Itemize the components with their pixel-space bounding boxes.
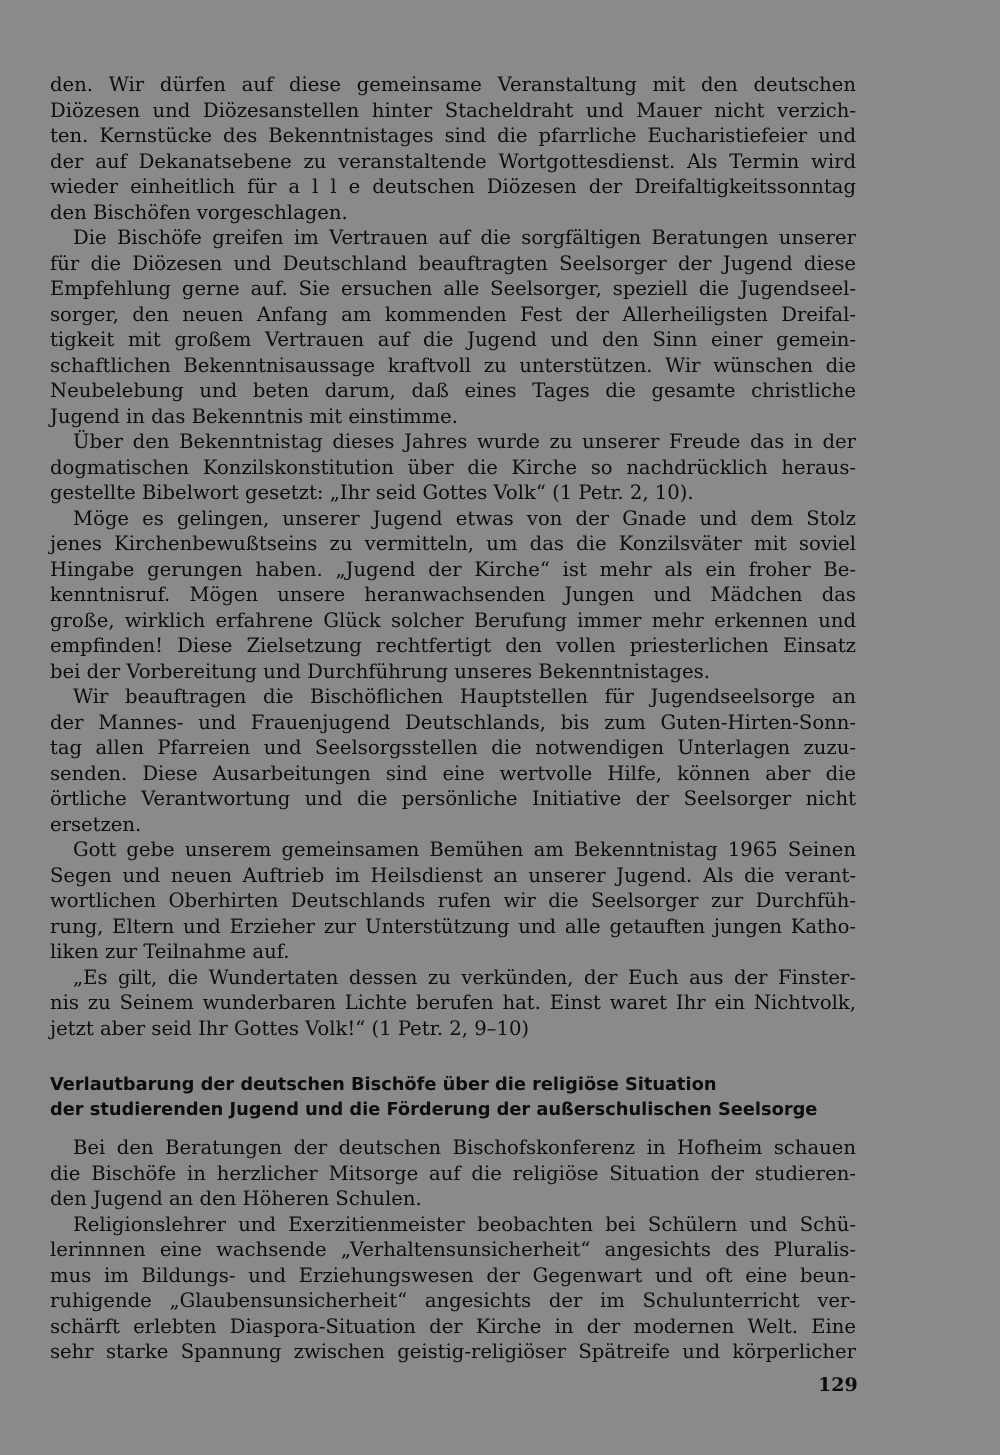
text-line: rung, Eltern und Erzieher zur Unterstützung und alle getauften jungen Katho- [50,914,856,938]
text-line: große, wirklich erfahrene Glück solcher Berufung immer mehr erkennen und [50,608,856,632]
text-line: mus im Bildungs- und Erziehungswesen der Gegenwart und oft eine beun- [50,1263,856,1287]
text-line: lerinnnen eine wachsende „Verhaltensunsicherheit“ angesichts des Pluralis- [50,1238,856,1261]
body-text-lower [50,1135,856,1365]
text-line: jenes Kirchenbewußtseins zu vermitteln, um das die Konzilsväter mit soviel [50,532,856,555]
text-line: Bei den Beratungen der deutschen Bischofskonferenz in Hofheim schauen [73,1136,856,1159]
text-line: Jugend in das Bekenntnis mit einstimme. [50,404,458,428]
text-line: bei der Vorbereitung und Durchführung unseres Bekenntnistages. [50,659,710,683]
text-line: ten. Kernstücke des Bekenntnistages sind die pfarrliche Eucharistiefeier und [50,124,856,147]
text-line: Möge es gelingen, unserer Jugend etwas von der Gnade und dem Stolz [73,506,856,530]
text-line: der auf Dekanatsebene zu veranstaltende Wortgottesdienst. Als Termin wird [50,149,856,173]
text-line: Hingabe gerungen haben. „Jugend der Kirche“ ist mehr als ein froher Be- [50,557,856,581]
text-line: sorger, den neuen Anfang am kommenden Fest der Allerheiligsten Dreifal- [50,302,856,326]
text-line: Neubelebung und beten darum, daß eines Tages die gesamte christliche [50,379,856,402]
text-line: „Es gilt, die Wundertaten dessen zu verkünden, der Euch aus der Finster- [73,965,856,989]
page-number: 129 [818,1374,858,1396]
text-line: Segen und neuen Auftrieb im Heilsdienst an unserer Jugend. Als die verant- [50,863,856,887]
text-line: kenntnisruf. Mögen unsere heranwachsenden Jungen und Mädchen das [50,583,856,606]
text-line: nis zu Seinem wunderbaren Lichte berufen hat. Einst waret Ihr ein Nichtvolk, [50,991,856,1014]
text-line: den Bischöfen vorgeschlagen. [50,200,348,224]
text-line: Wir beauftragen die Bischöflichen Hauptstellen für Jugendseelsorge an [73,685,856,708]
text-line: schaftlichen Bekenntnisaussage kraftvoll zu unterstützen. Wir wünschen die [50,353,856,377]
heading-line: der studierenden Jugend und die Förderung der außerschulischen Seelsorge [50,1099,818,1120]
text-line: gestellte Bibelwort gesetzt: „Ihr seid Gottes Volk“ (1 Petr. 2, 10). [50,481,694,504]
text-line: Über den Bekenntnistag dieses Jahres wurde zu unserer Freude das in der [73,430,856,453]
text-line: liken zur Teilnahme auf. [50,940,290,963]
text-line: Diözesen und Diözesanstellen hinter Stacheldraht und Mauer nicht verzich- [50,98,856,122]
text-line: Religionslehrer und Exerzitienmeister beobachten bei Schülern und Schü- [73,1212,856,1236]
section-heading [50,1072,880,1122]
text-line: ruhigende „Glaubensunsicherheit“ angesichts der im Schulunterricht ver- [50,1289,856,1312]
text-line: wieder einheitlich für a l l e deutschen Diözesen der Dreifaltigkeitssonntag [50,175,856,198]
body-text-upper [50,72,856,1041]
text-line: die Bischöfe in herzlicher Mitsorge auf die religiöse Situation der studieren- [50,1161,856,1185]
text-line: den. Wir dürfen auf diese gemeinsame Veranstaltung mit den deutschen [50,73,856,96]
text-line: tag allen Pfarreien und Seelsorgsstellen die notwendigen Unterlagen zuzu- [50,736,856,759]
text-line: dogmatischen Konzilskonstitution über die Kirche so nachdrücklich heraus- [50,455,856,479]
text-line: schärft erlebten Diaspora-Situation der Kirche in der modernen Welt. Eine [50,1314,856,1338]
text-line: tigkeit mit großem Vertrauen auf die Jugend und den Sinn einer gemein- [50,328,856,351]
text-line: Gott gebe unserem gemeinsamen Bemühen am Bekenntnistag 1965 Seinen [73,838,856,861]
text-line: Die Bischöfe greifen im Vertrauen auf die sorgfältigen Beratungen unserer [73,226,856,249]
text-line: der Mannes- und Frauenjugend Deutschlands, bis zum Guten-Hirten-Sonn- [50,710,856,734]
text-line: senden. Diese Ausarbeitungen sind eine wertvolle Hilfe, können aber die [50,761,856,785]
text-line: ersetzen. [50,812,142,836]
text-line: empfinden! Diese Zielsetzung rechtfertigt den vollen priesterlichen Einsatz [50,634,856,657]
text-line: örtliche Verantwortung und die persönliche Initiative der Seelsorger nicht [50,787,856,810]
text-line: sehr starke Spannung zwischen geistig-religiöser Spätreife und körperlicher [50,1340,856,1363]
text-line: den Jugend an den Höheren Schulen. [50,1187,422,1210]
text-line: jetzt aber seid Ihr Gottes Volk!“ (1 Petr. 2, 9–10) [50,1016,530,1040]
text-line: Empfehlung gerne auf. Sie ersuchen alle Seelsorger, speziell die Jugendseel- [50,277,856,300]
heading-line: Verlautbarung der deutschen Bischöfe über die religiöse Situation [50,1074,717,1095]
text-line: wortlichen Oberhirten Deutschlands rufen wir die Seelsorger zur Durchfüh- [50,889,856,912]
text-line: für die Diözesen und Deutschland beauftragten Seelsorger der Jugend diese [50,251,856,275]
